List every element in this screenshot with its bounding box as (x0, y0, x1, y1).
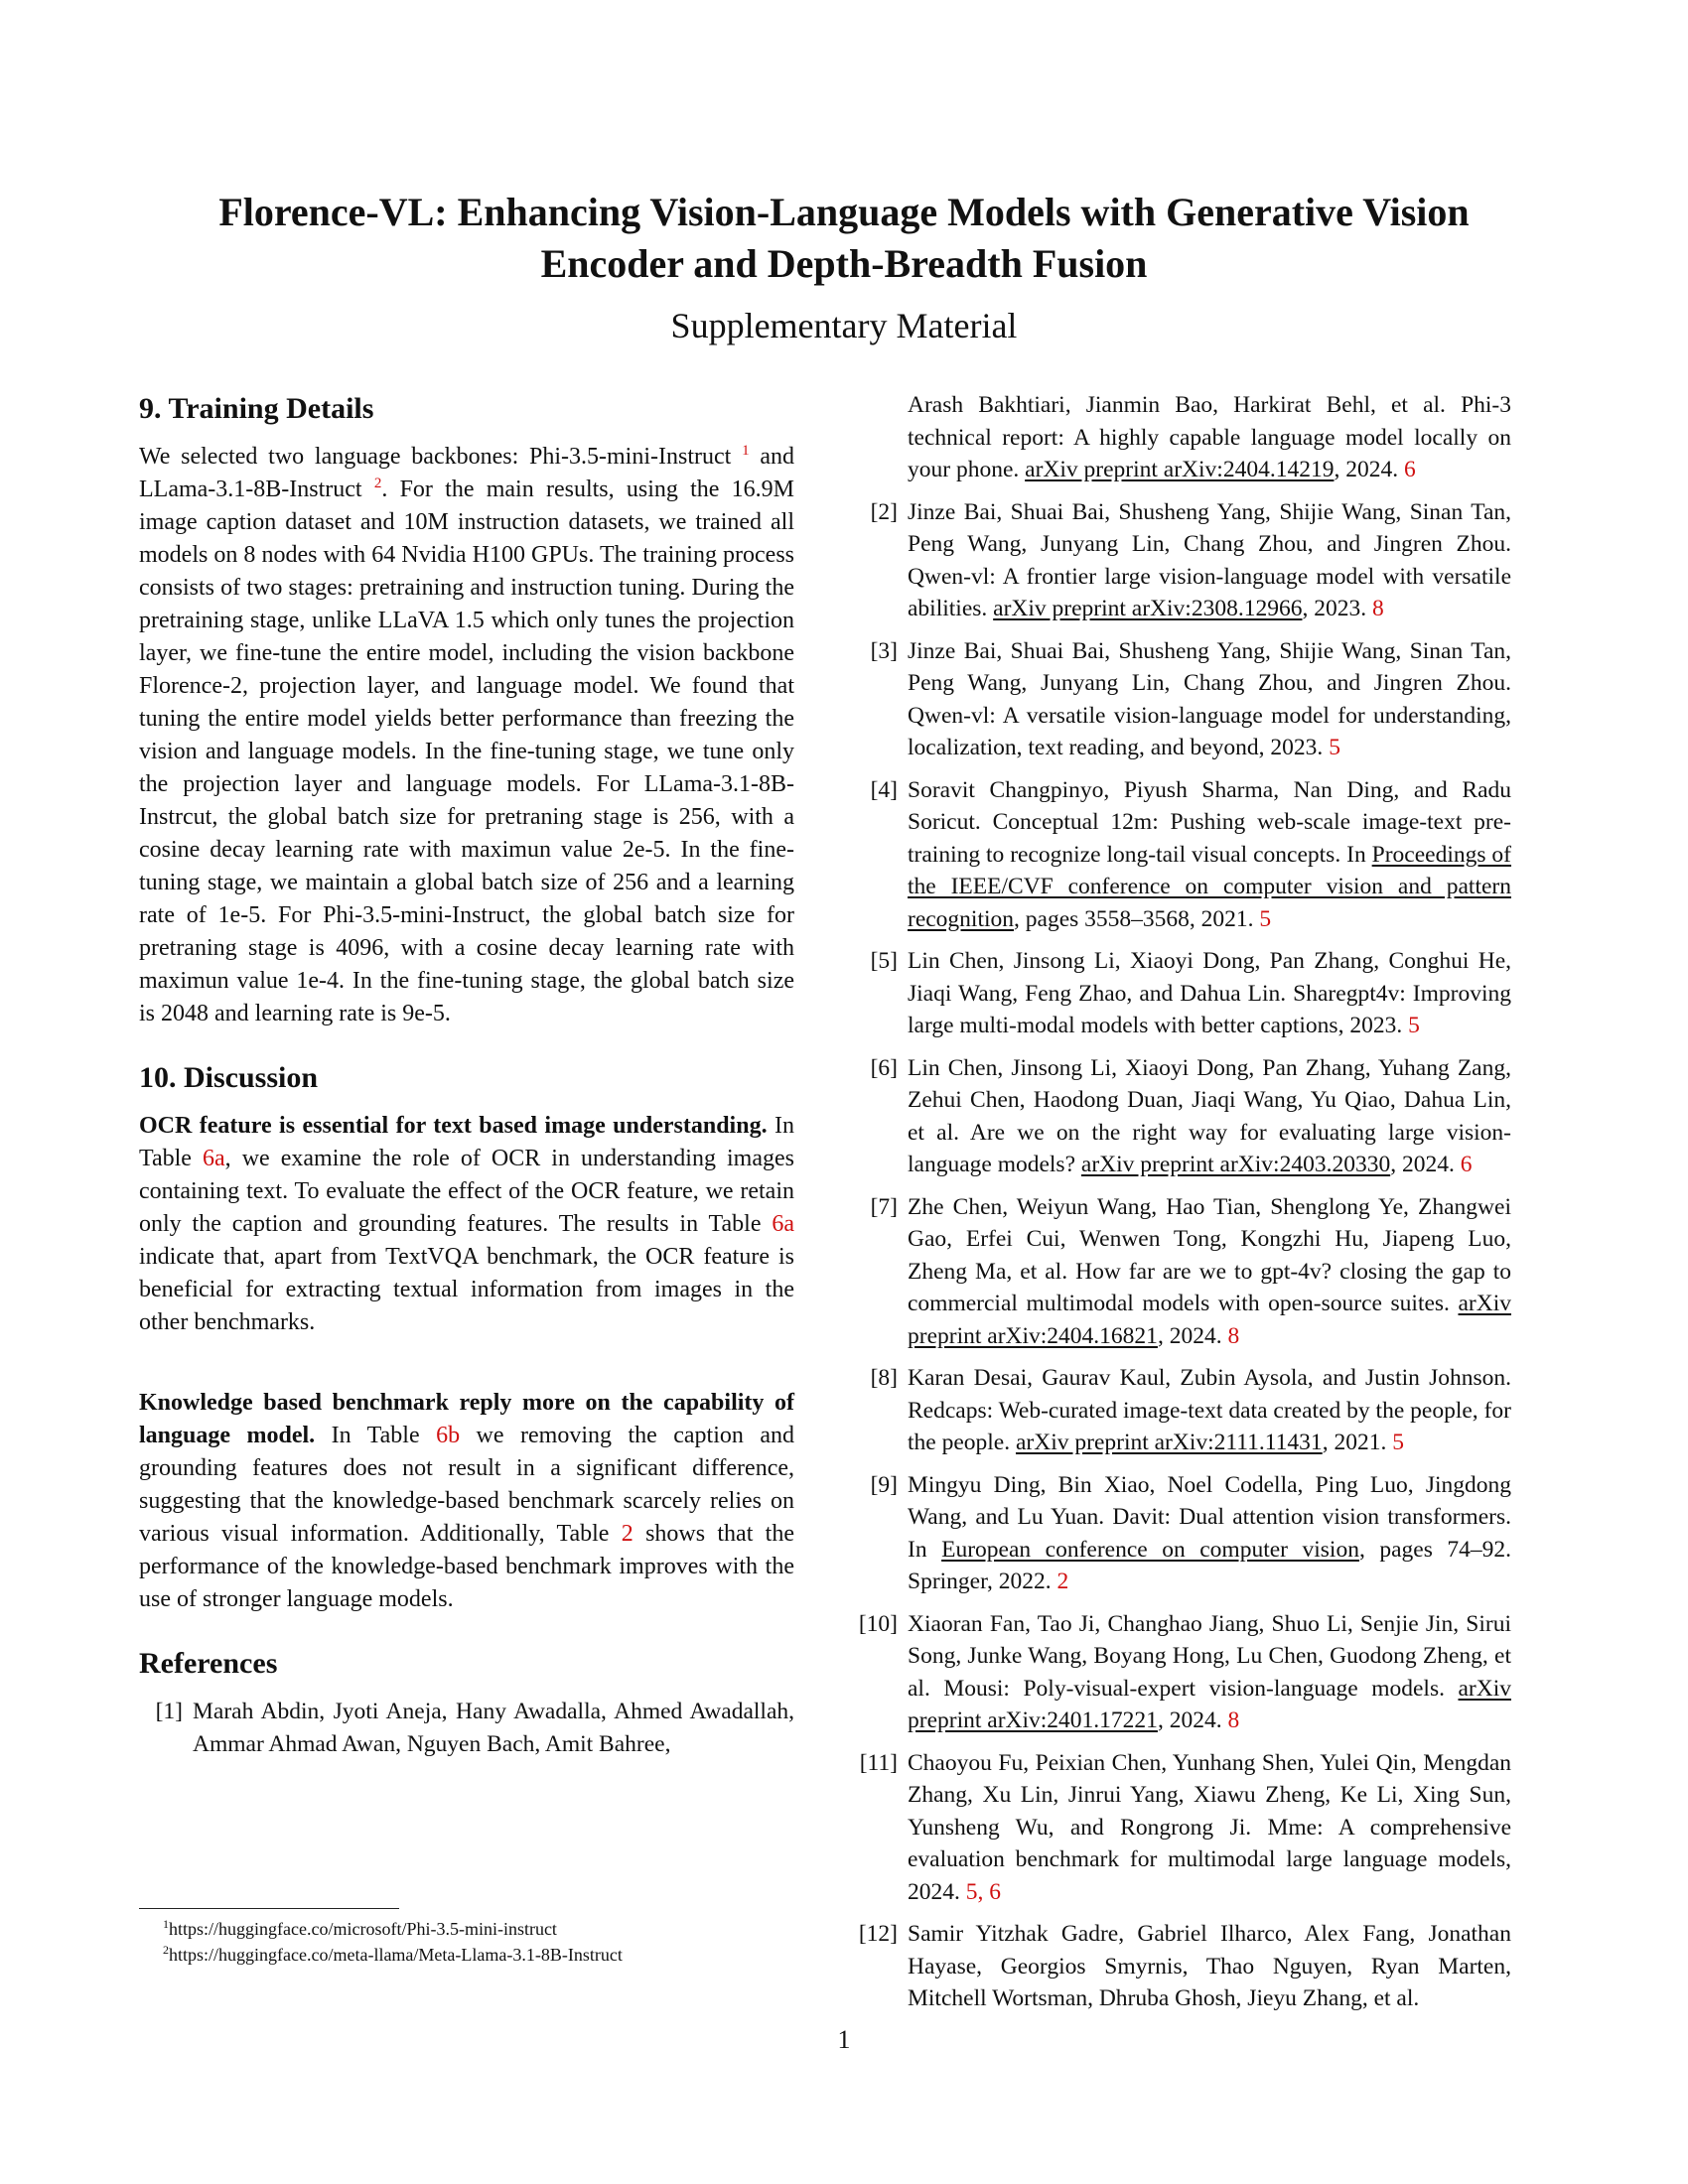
reference-number: [4] (870, 776, 898, 803)
reference-number: [11] (859, 1749, 898, 1776)
reference-link[interactable]: arXiv preprint arXiv:2111.11431 (1015, 1430, 1323, 1455)
reference-item: [9] Mingyu Ding, Bin Xiao, Noel Codella, Ping Luo, Jingdong Wang, and Lu Yuan. Davit: Dual attention vision transformers. In European conference on computer vision, pages 74–92. Springer, 2022. 2 (854, 1469, 1511, 1598)
reference-number: [3] (870, 637, 898, 664)
reference-item: [3] Jinze Bai, Shuai Bai, Shusheng Yang, Shijie Wang, Sinan Tan, Peng Wang, Junyang Lin, Chang Zhou, and Jingren Zhou. Qwen-vl: A versatile vision-language model for understanding, localization, text reading, and beyond, 2023. 5 (854, 635, 1511, 764)
reference-item: [4] Soravit Changpinyo, Piyush Sharma, Nan Ding, and Radu Soricut. Conceptual 12m: Pushing web-scale image-text pre-training to recognize long-tail visual concepts. In Proceedings of the IEEE/CVF conference on computer vision and pattern recognition, pages 3558–3568, 2021. 5 (854, 774, 1511, 936)
backref-link[interactable]: 5, 6 (965, 1878, 1001, 1905)
right-column (854, 389, 1511, 2025)
reference-item: [10] Xiaoran Fan, Tao Ji, Changhao Jiang, Shuo Li, Senjie Jin, Sirui Song, Junke Wang, Boyang Hong, Lu Chen, Guodong Zheng, et al. Mousi: Poly-visual-expert vision-language models. arXiv preprint arXiv:2401.17221, 2024. 8 (854, 1608, 1511, 1737)
backref-link[interactable]: 6 (1460, 1152, 1473, 1177)
footnote-link-1[interactable]: 1 (742, 443, 750, 459)
left-column (139, 389, 794, 1770)
discussion-paragraph-ocr: OCR feature is essential for text based image understanding. In Table 6a, we examine the role of OCR in understanding images containing text. To evaluate the effect of the OCR feature, we retain only the caption and grounding features. The results in Table 6a indicate that, apart from TextVQA benchmark, the OCR feature is beneficial for extracting textual information from images in the other benchmarks. (139, 1113, 795, 1335)
title-line-1: Florence-VL: Enhancing Vision-Language Models with Generative Vision (218, 190, 1470, 234)
reference-item: [5] Lin Chen, Jinsong Li, Xiaoyi Dong, Pan Zhang, Conghui He, Jiaqi Wang, Feng Zhao, and Dahua Lin. Sharegpt4v: Improving large multi-modal models with better captions, 2023. 5 (854, 945, 1511, 1042)
table-link-6b[interactable]: 6b (436, 1423, 461, 1448)
subtitle: Supplementary Material (670, 306, 1018, 345)
backref-link[interactable]: 5 (1408, 1013, 1420, 1038)
backref-link[interactable]: 5 (1329, 735, 1340, 760)
reference-number: [9] (870, 1471, 898, 1498)
title-line-2: Encoder and Depth-Breadth Fusion (540, 241, 1148, 286)
section-heading-training: 9. Training Details (139, 392, 374, 425)
reference-item: [7] Zhe Chen, Weiyun Wang, Hao Tian, Shenglong Ye, Zhangwei Gao, Erfei Cui, Wenwen Tong, Kongzhi Hu, Jiapeng Luo, Zheng Ma, et al. How far are we to gpt-4v? closing the gap to commercial multimodal models with open-source suites. arXiv preprint arXiv:2404.16821, 2024. 8 (854, 1191, 1511, 1353)
reference-link[interactable]: arXiv preprint arXiv:2403.20330 (1080, 1152, 1391, 1177)
backref-link[interactable]: 8 (1371, 596, 1384, 621)
backref-link[interactable]: 8 (1227, 1707, 1240, 1733)
reference-continuation: Arash Bakhtiari, Jianmin Bao, Harkirat Behl, et al. Phi-3 technical report: A highly capable language model locally on your phone. arXiv preprint arXiv:2404.14219, 2024. 6 (908, 392, 1511, 482)
reference-number: [8] (870, 1365, 898, 1391)
reference-link[interactable]: arXiv preprint arXiv:2404.16821 (908, 1291, 1511, 1349)
discussion-paragraph-knowledge: Knowledge based benchmark reply more on the capability of language model. In Table 6b we removing the caption and grounding features does not result in a significant difference, suggesting that the knowledge-based benchmark scarcely relies on various visual information. Additionally, Table 2 shows that the performance of the knowledge-based benchmark improves with the use of stronger language models. (139, 1390, 794, 1612)
backref-link[interactable]: 2 (1056, 1569, 1069, 1594)
reference-number: [6] (870, 1054, 898, 1081)
page-number: 1 (837, 2025, 851, 2054)
reference-list (854, 496, 1511, 2015)
footnote-link-2[interactable]: 2 (373, 476, 382, 491)
footnote-url[interactable]: https://huggingface.co/meta-llama/Meta-Llama-3.1-8B-Instruct (169, 1945, 623, 1965)
backref-link[interactable]: 6 (1403, 457, 1416, 482)
reference-number: [12] (858, 1921, 898, 1947)
reference-number: [2] (870, 498, 898, 525)
backref-link[interactable]: 8 (1227, 1322, 1240, 1349)
reference-item: [12] Samir Yitzhak Gadre, Gabriel Ilharco, Alex Fang, Jonathan Hayase, Georgios Smyrnis, Thao Nguyen, Ryan Marten, Mitchell Wortsman, Dhruba Ghosh, Jieyu Zhang, et al. (854, 1918, 1511, 2015)
footnote-url[interactable]: https://huggingface.co/microsoft/Phi-3.5-mini-instruct (169, 1919, 557, 1939)
footnote-rule (139, 1908, 399, 1909)
reference-item: [1] Marah Abdin, Jyoti Aneja, Hany Awadalla, Ahmed Awadallah, Ammar Ahmad Awan, Nguyen Bach, Amit Bahree, (139, 1696, 794, 1760)
reference-number: [1] (155, 1699, 183, 1724)
reference-item: [11] Chaoyou Fu, Peixian Chen, Yunhang Shen, Yulei Qin, Mengdan Zhang, Xu Lin, Jinrui Yang, Xiawu Zheng, Ke Li, Xing Sun, Yunsheng Wu, and Rongrong Ji. Mme: A comprehensive evaluation benchmark for multimodal large language models, 2024. 5, 6 (854, 1747, 1511, 1909)
reference-link[interactable]: arXiv preprint arXiv:2401.17221 (908, 1675, 1511, 1733)
reference-link[interactable]: arXiv preprint arXiv:2404.14219 (1025, 457, 1335, 482)
paragraph-lead-knowledge: Knowledge based benchmark reply more on the capability of language model. (139, 1390, 794, 1448)
paragraph-lead-ocr: OCR feature is essential for text based image understanding. (139, 1113, 768, 1139)
reference-link[interactable]: arXiv preprint arXiv:2308.12966 (993, 596, 1303, 621)
section-heading-discussion: 10. Discussion (139, 1061, 319, 1094)
reference-item: [6] Lin Chen, Jinsong Li, Xiaoyi Dong, Pan Zhang, Yuhang Zang, Zehui Chen, Haodong Duan, Jiaqi Wang, Yu Qiao, Dahua Lin, et al. Are we on the right way for evaluating large vision-language models? arXiv preprint arXiv:2403.20330, 2024. 6 (854, 1052, 1511, 1181)
reference-number: [10] (858, 1610, 898, 1637)
section-heading-references: References (139, 1647, 278, 1680)
backref-link[interactable]: 5 (1259, 905, 1272, 932)
footnotes (163, 1916, 623, 1968)
table-link-6a-second[interactable]: 6a (772, 1211, 794, 1237)
reference-item: [2] Jinze Bai, Shuai Bai, Shusheng Yang, Shijie Wang, Sinan Tan, Peng Wang, Junyang Lin, Chang Zhou, and Jingren Zhou. Qwen-vl: A frontier large vision-language model with versatile abilities. arXiv preprint arXiv:2308.12966, 2023. 8 (854, 496, 1511, 625)
reference-item: [8] Karan Desai, Gaurav Kaul, Zubin Aysola, and Justin Johnson. Redcaps: Web-curated image-text data created by the people, for the people. arXiv preprint arXiv:2111.11431, 2021. 5 (854, 1362, 1511, 1459)
training-paragraph: We selected two language backbones: Phi-3.5-mini-Instruct $^1$ and LLama-3.1-8B-Instruct $^2$. For the main results, using the 16.9M image caption dataset and 10M instruction datasets, we trained all models on 8 nodes with 64 Nvidia H100 GPUs. The training process consists of two stages: pretraining and instruction tuning. During the pretraining stage, unlike LLaVA 1.5 which only tunes the projection layer, we fine-tune the entire model, including the vision backbone Florence-2, projection layer, and language model. We found that tuning the entire model yields better performance than freezing the vision and language models. In the fine-tuning stage, we tune only the projection layer and language models. For LLama-3.1-8B-Instrcut, the global batch size for pretraning stage is 256, with a cosine decay learning rate with maximun value 2e-5. In the fine-tuning stage, we maintain a global batch size of 256 and a learning rate of 1e-5. For Phi-3.5-mini-Instruct, the global batch size for pretraning stage is 4096, with a cosine decay learning rate with maximun value 1e-4. In the fine-tuning stage, the global batch size is 2048 and learning rate is 9e-5. (139, 443, 795, 1026)
backref-link[interactable]: 5 (1392, 1430, 1404, 1455)
paper-title (0, 187, 1688, 290)
table-link-6a[interactable]: 6a (203, 1146, 225, 1171)
reference-number: [7] (870, 1193, 898, 1220)
reference-link[interactable]: European conference on computer vision (941, 1536, 1359, 1563)
footnote-1: $^1$https://huggingface.co/microsoft/Phi-3.5-mini-instruct (163, 1917, 557, 1939)
reference-number: [5] (870, 948, 898, 974)
footnote-2: $^2$https://huggingface.co/meta-llama/Meta-Llama-3.1-8B-Instruct (163, 1943, 623, 1965)
reference-link[interactable]: Proceedings of the IEEE/CVF conference on computer vision and pattern recognition (908, 841, 1512, 932)
table-link-2[interactable]: 2 (621, 1521, 633, 1547)
